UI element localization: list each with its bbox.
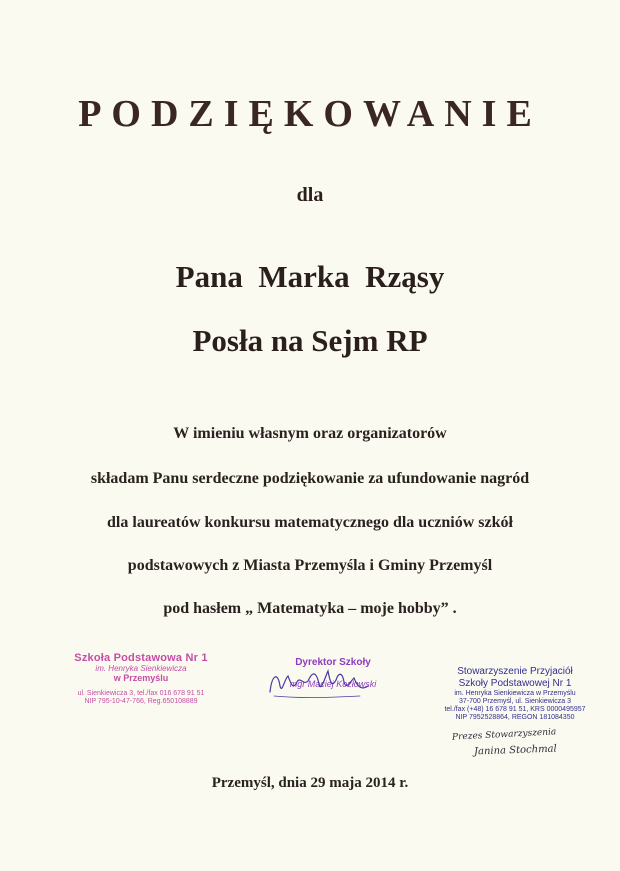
body-line-1: W imieniu własnym oraz organizatorów — [173, 425, 447, 442]
body-line-5: pod hasłem „ Matematyka – moje hobby” . — [163, 600, 457, 617]
association-stamp-title: Stowarzyszenie Przyjaciół — [457, 666, 573, 677]
for-label: dla — [296, 184, 324, 206]
association-handwritten-name: Janina Stochmal — [473, 743, 557, 758]
association-handwritten-role: Prezes Stowarzyszenia — [451, 727, 557, 743]
director-stamp-title: Dyrektor Szkoły — [295, 657, 371, 668]
school-stamp-city: w Przemyślu — [113, 673, 169, 683]
association-stamp-ids: NIP 7952528864, REGON 181084350 — [455, 714, 575, 721]
body-line-3: dla laureatów konkursu matematycznego dla uczniów szkół — [107, 514, 513, 531]
director-stamp-name: mgr Maciej Kozłowski — [289, 679, 377, 689]
association-stamp-subtitle: im. Henryka Sienkiewicza w Przemyślu — [454, 690, 576, 697]
recipient-role: Posła na Sejm RP — [192, 323, 428, 358]
association-stamp-title2: Szkoły Podstawowej Nr 1 — [458, 678, 572, 689]
association-stamp — [418, 667, 612, 721]
school-stamp-ids: NIP 795-10-47-766, Reg.650108889 — [84, 698, 198, 705]
body-line-4: podstawowych z Miasta Przemyśla i Gminy Przemyśl — [127, 557, 493, 574]
school-stamp-title: Szkoła Podstawowa Nr 1 — [74, 652, 208, 664]
place-and-date: Przemyśl, dnia 29 maja 2014 r. — [211, 775, 409, 791]
director-signature — [264, 662, 374, 704]
association-stamp-address: 37-700 Przemyśl, ul. Sienkiewicza 3 — [458, 698, 572, 705]
document-title: PODZIĘKOWANIE — [78, 93, 542, 135]
school-stamp — [56, 653, 226, 705]
recipient-name: Pana Marka Rząsy — [175, 259, 445, 294]
school-stamp-address: ul. Sienkiewicza 3, tel./fax 016 678 91 51 — [77, 690, 205, 697]
school-stamp-subtitle: im. Henryka Sienkiewicza — [95, 664, 187, 673]
body-line-2: składam Panu serdeczne podziękowanie za ufundowanie nagród — [90, 470, 530, 487]
association-stamp-contact: tel./fax (+48) 16 678 91 51, KRS 0000495957 — [444, 706, 586, 713]
